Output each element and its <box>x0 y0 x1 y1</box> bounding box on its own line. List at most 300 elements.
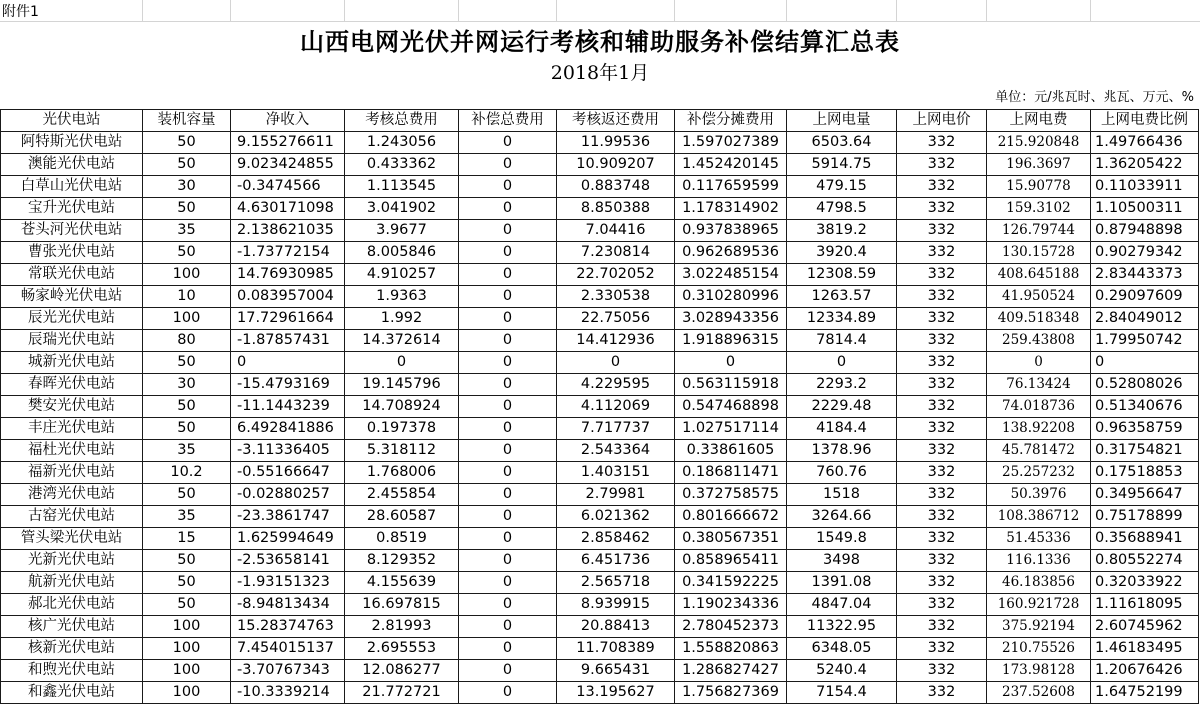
cell-compensation-share: 1.190234336 <box>675 594 787 616</box>
cell-installed-capacity: 80 <box>143 330 231 352</box>
cell-assessment-refund: 11.708389 <box>557 638 675 660</box>
cell-grid-price: 332 <box>897 484 987 506</box>
cell-installed-capacity: 50 <box>143 594 231 616</box>
cell-net-income: 6.492841886 <box>231 418 345 440</box>
gridline-row-1 <box>0 0 1200 22</box>
cell-grid-fee-ratio: 0.29097609 <box>1091 286 1199 308</box>
cell-grid-price: 332 <box>897 550 987 572</box>
cell-grid-fee-ratio: 1.46183495 <box>1091 638 1199 660</box>
cell-assessment-total: 4.910257 <box>345 264 459 286</box>
cell-net-income: 4.630171098 <box>231 198 345 220</box>
cell-grid-fee: 196.3697 <box>987 154 1091 176</box>
table-row <box>1 550 1199 572</box>
cell-grid-fee-ratio: 1.64752199 <box>1091 682 1199 704</box>
cell-compensation-total: 0 <box>459 198 557 220</box>
cell-grid-fee: 215.920848 <box>987 132 1091 154</box>
cell-grid-fee-ratio: 0.75178899 <box>1091 506 1199 528</box>
cell-grid-price: 332 <box>897 638 987 660</box>
cell-installed-capacity: 100 <box>143 308 231 330</box>
cell-station-name: 白草山光伏电站 <box>1 176 143 198</box>
cell-grid-price: 332 <box>897 440 987 462</box>
cell-assessment-total: 28.60587 <box>345 506 459 528</box>
cell-installed-capacity: 50 <box>143 352 231 374</box>
cell-grid-fee-ratio: 0.87948898 <box>1091 220 1199 242</box>
cell-compensation-share: 2.780452373 <box>675 616 787 638</box>
cell-grid-fee-ratio: 0.17518853 <box>1091 462 1199 484</box>
table-row <box>1 154 1199 176</box>
cell-compensation-share: 0.937838965 <box>675 220 787 242</box>
cell-compensation-total: 0 <box>459 462 557 484</box>
cell-grid-fee-ratio: 0.90279342 <box>1091 242 1199 264</box>
cell-compensation-total: 0 <box>459 550 557 572</box>
table-row <box>1 308 1199 330</box>
table-row <box>1 198 1199 220</box>
cell-grid-energy: 6503.64 <box>787 132 897 154</box>
cell-compensation-share: 1.918896315 <box>675 330 787 352</box>
cell-installed-capacity: 50 <box>143 550 231 572</box>
cell-grid-price: 332 <box>897 462 987 484</box>
cell-station-name: 辰光光伏电站 <box>1 308 143 330</box>
cell-station-name: 曹张光伏电站 <box>1 242 143 264</box>
cell-grid-fee: 50.3976 <box>987 484 1091 506</box>
cell-grid-fee-ratio: 0.52808026 <box>1091 374 1199 396</box>
cell-assessment-refund: 4.112069 <box>557 396 675 418</box>
cell-grid-energy: 5240.4 <box>787 660 897 682</box>
cell-compensation-total: 0 <box>459 396 557 418</box>
table-row <box>1 396 1199 418</box>
cell-installed-capacity: 50 <box>143 572 231 594</box>
cell-grid-price: 332 <box>897 132 987 154</box>
table-row <box>1 462 1199 484</box>
cell-grid-fee: 409.518348 <box>987 308 1091 330</box>
cell-assessment-total: 8.129352 <box>345 550 459 572</box>
cell-installed-capacity: 10.2 <box>143 462 231 484</box>
cell-grid-fee: 138.92208 <box>987 418 1091 440</box>
cell-grid-fee: 45.781472 <box>987 440 1091 462</box>
cell-net-income: 0.083957004 <box>231 286 345 308</box>
cell-compensation-share: 0 <box>675 352 787 374</box>
cell-grid-fee: 46.183856 <box>987 572 1091 594</box>
cell-assessment-refund: 13.195627 <box>557 682 675 704</box>
cell-grid-energy: 1518 <box>787 484 897 506</box>
cell-installed-capacity: 50 <box>143 242 231 264</box>
cell-installed-capacity: 35 <box>143 506 231 528</box>
cell-grid-energy: 6348.05 <box>787 638 897 660</box>
cell-compensation-share: 3.022485154 <box>675 264 787 286</box>
cell-compensation-share: 1.286827427 <box>675 660 787 682</box>
cell-net-income: -0.02880257 <box>231 484 345 506</box>
cell-compensation-total: 0 <box>459 352 557 374</box>
cell-net-income: -3.70767343 <box>231 660 345 682</box>
cell-installed-capacity: 50 <box>143 198 231 220</box>
cell-compensation-total: 0 <box>459 374 557 396</box>
cell-compensation-share: 0.341592225 <box>675 572 787 594</box>
cell-net-income: -0.3474566 <box>231 176 345 198</box>
cell-grid-price: 332 <box>897 572 987 594</box>
cell-grid-energy: 12308.59 <box>787 264 897 286</box>
cell-grid-fee: 41.950524 <box>987 286 1091 308</box>
cell-grid-price: 332 <box>897 418 987 440</box>
gridline-col <box>344 0 345 22</box>
cell-installed-capacity: 50 <box>143 132 231 154</box>
cell-assessment-refund: 6.021362 <box>557 506 675 528</box>
cell-grid-fee-ratio: 1.49766436 <box>1091 132 1199 154</box>
cell-grid-price: 332 <box>897 242 987 264</box>
table-row <box>1 440 1199 462</box>
cell-grid-energy: 3264.66 <box>787 506 897 528</box>
cell-compensation-share: 0.801666672 <box>675 506 787 528</box>
cell-assessment-refund: 7.717737 <box>557 418 675 440</box>
gridline-col <box>1090 0 1091 22</box>
cell-grid-fee-ratio: 0.35688941 <box>1091 528 1199 550</box>
cell-grid-fee: 259.43808 <box>987 330 1091 352</box>
cell-grid-energy: 3819.2 <box>787 220 897 242</box>
cell-grid-fee: 15.90778 <box>987 176 1091 198</box>
cell-net-income: 9.155276611 <box>231 132 345 154</box>
cell-assessment-refund: 2.543364 <box>557 440 675 462</box>
cell-grid-fee-ratio: 1.79950742 <box>1091 330 1199 352</box>
cell-assessment-total: 2.455854 <box>345 484 459 506</box>
cell-assessment-total: 4.155639 <box>345 572 459 594</box>
table-row <box>1 220 1199 242</box>
column-header-compensation-total: 补偿总费用 <box>459 110 557 132</box>
cell-net-income: -3.11336405 <box>231 440 345 462</box>
cell-net-income: -1.87857431 <box>231 330 345 352</box>
cell-compensation-total: 0 <box>459 638 557 660</box>
report-period: 2018年1月 <box>550 62 650 84</box>
cell-station-name: 苍头河光伏电站 <box>1 220 143 242</box>
cell-grid-energy: 4798.5 <box>787 198 897 220</box>
cell-compensation-total: 0 <box>459 242 557 264</box>
cell-grid-price: 332 <box>897 660 987 682</box>
cell-grid-fee: 76.13424 <box>987 374 1091 396</box>
cell-grid-fee-ratio: 2.84049012 <box>1091 308 1199 330</box>
cell-grid-fee-ratio: 0.11033911 <box>1091 176 1199 198</box>
cell-net-income: 15.28374763 <box>231 616 345 638</box>
cell-net-income: 14.76930985 <box>231 264 345 286</box>
cell-installed-capacity: 10 <box>143 286 231 308</box>
cell-installed-capacity: 35 <box>143 220 231 242</box>
cell-grid-fee-ratio: 0.80552274 <box>1091 550 1199 572</box>
cell-compensation-total: 0 <box>459 286 557 308</box>
cell-grid-fee: 108.386712 <box>987 506 1091 528</box>
cell-grid-energy: 4184.4 <box>787 418 897 440</box>
gridline-col <box>674 0 675 22</box>
cell-grid-price: 332 <box>897 308 987 330</box>
cell-grid-fee: 130.15728 <box>987 242 1091 264</box>
cell-station-name: 澳能光伏电站 <box>1 154 143 176</box>
cell-grid-fee-ratio: 2.60745962 <box>1091 616 1199 638</box>
cell-compensation-share: 0.372758575 <box>675 484 787 506</box>
unit-note: 单位：元/兆瓦时、兆瓦、万元、% <box>995 90 1194 105</box>
cell-grid-fee-ratio: 0.31754821 <box>1091 440 1199 462</box>
cell-assessment-refund: 8.939915 <box>557 594 675 616</box>
cell-grid-fee: 237.52608 <box>987 682 1091 704</box>
cell-assessment-refund: 0 <box>557 352 675 374</box>
cell-grid-price: 332 <box>897 264 987 286</box>
cell-grid-fee: 116.1336 <box>987 550 1091 572</box>
cell-net-income: -2.53658141 <box>231 550 345 572</box>
gridline-col <box>142 0 143 22</box>
table-row <box>1 418 1199 440</box>
cell-net-income: -15.4793169 <box>231 374 345 396</box>
cell-station-name: 辰瑞光伏电站 <box>1 330 143 352</box>
column-header-grid-fee-ratio: 上网电费比例 <box>1091 110 1199 132</box>
cell-installed-capacity: 50 <box>143 484 231 506</box>
cell-grid-price: 332 <box>897 286 987 308</box>
cell-grid-energy: 1263.57 <box>787 286 897 308</box>
cell-assessment-total: 0.197378 <box>345 418 459 440</box>
cell-net-income: -1.73772154 <box>231 242 345 264</box>
cell-station-name: 和鑫光伏电站 <box>1 682 143 704</box>
cell-grid-energy: 479.15 <box>787 176 897 198</box>
cell-grid-price: 332 <box>897 176 987 198</box>
cell-assessment-refund: 4.229595 <box>557 374 675 396</box>
gridline-col <box>556 0 557 22</box>
cell-assessment-total: 21.772721 <box>345 682 459 704</box>
cell-installed-capacity: 50 <box>143 418 231 440</box>
cell-compensation-total: 0 <box>459 616 557 638</box>
cell-assessment-refund: 14.412936 <box>557 330 675 352</box>
cell-assessment-refund: 10.909207 <box>557 154 675 176</box>
cell-net-income: 0 <box>231 352 345 374</box>
table-row <box>1 176 1199 198</box>
cell-assessment-refund: 22.75056 <box>557 308 675 330</box>
gridline-col <box>230 0 231 22</box>
cell-assessment-total: 1.243056 <box>345 132 459 154</box>
cell-grid-price: 332 <box>897 374 987 396</box>
cell-grid-fee: 74.018736 <box>987 396 1091 418</box>
column-header-assessment-refund: 考核返还费用 <box>557 110 675 132</box>
cell-assessment-total: 5.318112 <box>345 440 459 462</box>
cell-grid-energy: 5914.75 <box>787 154 897 176</box>
column-header-station-name: 光伏电站 <box>1 110 143 132</box>
cell-assessment-total: 14.372614 <box>345 330 459 352</box>
cell-assessment-refund: 9.665431 <box>557 660 675 682</box>
cell-grid-fee: 160.921728 <box>987 594 1091 616</box>
cell-station-name: 核广光伏电站 <box>1 616 143 638</box>
cell-compensation-share: 0.563115918 <box>675 374 787 396</box>
cell-net-income: 9.023424855 <box>231 154 345 176</box>
cell-compensation-total: 0 <box>459 572 557 594</box>
cell-net-income: -8.94813434 <box>231 594 345 616</box>
cell-grid-fee-ratio: 0.32033922 <box>1091 572 1199 594</box>
cell-net-income: -0.55166647 <box>231 462 345 484</box>
cell-station-name: 古窑光伏电站 <box>1 506 143 528</box>
column-header-grid-price: 上网电价 <box>897 110 987 132</box>
cell-compensation-share: 3.028943356 <box>675 308 787 330</box>
cell-compensation-share: 1.178314902 <box>675 198 787 220</box>
cell-grid-fee-ratio: 1.11618095 <box>1091 594 1199 616</box>
attachment-label: 附件1 <box>2 4 39 20</box>
cell-compensation-total: 0 <box>459 220 557 242</box>
cell-station-name: 福新光伏电站 <box>1 462 143 484</box>
cell-compensation-share: 0.380567351 <box>675 528 787 550</box>
table-row <box>1 506 1199 528</box>
cell-grid-energy: 7154.4 <box>787 682 897 704</box>
cell-assessment-total: 3.9677 <box>345 220 459 242</box>
cell-station-name: 光新光伏电站 <box>1 550 143 572</box>
cell-grid-energy: 0 <box>787 352 897 374</box>
column-header-installed-capacity: 装机容量 <box>143 110 231 132</box>
cell-compensation-total: 0 <box>459 154 557 176</box>
cell-grid-energy: 1391.08 <box>787 572 897 594</box>
gridline-col <box>986 0 987 22</box>
cell-assessment-refund: 7.230814 <box>557 242 675 264</box>
settlement-table <box>0 109 1199 704</box>
cell-compensation-total: 0 <box>459 660 557 682</box>
cell-compensation-total: 0 <box>459 264 557 286</box>
table-row <box>1 330 1199 352</box>
cell-compensation-total: 0 <box>459 308 557 330</box>
cell-grid-fee: 0 <box>987 352 1091 374</box>
cell-grid-energy: 760.76 <box>787 462 897 484</box>
cell-net-income: 7.454015137 <box>231 638 345 660</box>
cell-grid-energy: 12334.89 <box>787 308 897 330</box>
cell-station-name: 和煦光伏电站 <box>1 660 143 682</box>
cell-assessment-refund: 0.883748 <box>557 176 675 198</box>
cell-net-income: 2.138621035 <box>231 220 345 242</box>
cell-grid-energy: 3920.4 <box>787 242 897 264</box>
cell-compensation-total: 0 <box>459 506 557 528</box>
cell-grid-fee: 25.257232 <box>987 462 1091 484</box>
cell-assessment-total: 1.768006 <box>345 462 459 484</box>
cell-grid-fee: 408.645188 <box>987 264 1091 286</box>
table-row <box>1 286 1199 308</box>
table-row <box>1 660 1199 682</box>
cell-assessment-total: 16.697815 <box>345 594 459 616</box>
cell-grid-price: 332 <box>897 330 987 352</box>
cell-grid-fee: 210.75526 <box>987 638 1091 660</box>
cell-installed-capacity: 35 <box>143 440 231 462</box>
cell-station-name: 管头梁光伏电站 <box>1 528 143 550</box>
report-title: 山西电网光伏并网运行考核和辅助服务补偿结算汇总表 <box>300 27 900 56</box>
cell-station-name: 城新光伏电站 <box>1 352 143 374</box>
cell-grid-fee: 51.45336 <box>987 528 1091 550</box>
cell-station-name: 春晖光伏电站 <box>1 374 143 396</box>
cell-grid-price: 332 <box>897 220 987 242</box>
cell-grid-fee-ratio: 0 <box>1091 352 1199 374</box>
cell-compensation-share: 1.452420145 <box>675 154 787 176</box>
cell-installed-capacity: 100 <box>143 264 231 286</box>
table-header-row <box>1 110 1199 132</box>
cell-grid-energy: 4847.04 <box>787 594 897 616</box>
cell-grid-fee: 375.92194 <box>987 616 1091 638</box>
cell-grid-fee: 173.98128 <box>987 660 1091 682</box>
cell-grid-fee-ratio: 0.96358759 <box>1091 418 1199 440</box>
cell-assessment-refund: 7.04416 <box>557 220 675 242</box>
cell-grid-price: 332 <box>897 682 987 704</box>
table-row <box>1 264 1199 286</box>
cell-assessment-total: 2.81993 <box>345 616 459 638</box>
gridline-col <box>458 0 459 22</box>
cell-assessment-total: 2.695553 <box>345 638 459 660</box>
table-row <box>1 352 1199 374</box>
cell-compensation-total: 0 <box>459 682 557 704</box>
cell-grid-energy: 7814.4 <box>787 330 897 352</box>
cell-grid-price: 332 <box>897 616 987 638</box>
cell-compensation-share: 0.858965411 <box>675 550 787 572</box>
cell-compensation-total: 0 <box>459 484 557 506</box>
cell-assessment-total: 1.9363 <box>345 286 459 308</box>
cell-assessment-total: 0.433362 <box>345 154 459 176</box>
cell-station-name: 樊安光伏电站 <box>1 396 143 418</box>
cell-net-income: -10.3339214 <box>231 682 345 704</box>
cell-station-name: 宝升光伏电站 <box>1 198 143 220</box>
cell-station-name: 丰庄光伏电站 <box>1 418 143 440</box>
cell-grid-price: 332 <box>897 506 987 528</box>
cell-compensation-share: 1.597027389 <box>675 132 787 154</box>
cell-installed-capacity: 30 <box>143 374 231 396</box>
cell-grid-energy: 1549.8 <box>787 528 897 550</box>
cell-grid-fee-ratio: 1.36205422 <box>1091 154 1199 176</box>
cell-grid-energy: 1378.96 <box>787 440 897 462</box>
table-row <box>1 132 1199 154</box>
cell-compensation-share: 0.962689536 <box>675 242 787 264</box>
cell-compensation-total: 0 <box>459 440 557 462</box>
cell-station-name: 港湾光伏电站 <box>1 484 143 506</box>
table-row <box>1 374 1199 396</box>
cell-compensation-total: 0 <box>459 176 557 198</box>
column-header-assessment-total: 考核总费用 <box>345 110 459 132</box>
cell-grid-energy: 3498 <box>787 550 897 572</box>
cell-grid-fee: 159.3102 <box>987 198 1091 220</box>
cell-installed-capacity: 50 <box>143 154 231 176</box>
cell-assessment-refund: 1.403151 <box>557 462 675 484</box>
cell-assessment-total: 8.005846 <box>345 242 459 264</box>
table-row <box>1 594 1199 616</box>
cell-grid-fee-ratio: 1.10500311 <box>1091 198 1199 220</box>
table-row <box>1 616 1199 638</box>
cell-installed-capacity: 100 <box>143 682 231 704</box>
cell-assessment-total: 3.041902 <box>345 198 459 220</box>
cell-assessment-refund: 8.850388 <box>557 198 675 220</box>
cell-net-income: 17.72961664 <box>231 308 345 330</box>
cell-assessment-refund: 2.330538 <box>557 286 675 308</box>
cell-assessment-total: 1.113545 <box>345 176 459 198</box>
cell-grid-fee-ratio: 0.51340676 <box>1091 396 1199 418</box>
cell-assessment-total: 19.145796 <box>345 374 459 396</box>
cell-compensation-total: 0 <box>459 132 557 154</box>
cell-compensation-share: 0.33861605 <box>675 440 787 462</box>
cell-station-name: 核新光伏电站 <box>1 638 143 660</box>
cell-grid-fee-ratio: 1.20676426 <box>1091 660 1199 682</box>
table-row <box>1 242 1199 264</box>
column-header-grid-energy: 上网电量 <box>787 110 897 132</box>
cell-compensation-total: 0 <box>459 418 557 440</box>
cell-compensation-share: 0.310280996 <box>675 286 787 308</box>
table-row <box>1 484 1199 506</box>
cell-installed-capacity: 30 <box>143 176 231 198</box>
cell-compensation-total: 0 <box>459 330 557 352</box>
cell-assessment-refund: 11.99536 <box>557 132 675 154</box>
table-row <box>1 572 1199 594</box>
cell-grid-fee-ratio: 2.83443373 <box>1091 264 1199 286</box>
cell-net-income: -1.93151323 <box>231 572 345 594</box>
cell-grid-price: 332 <box>897 528 987 550</box>
cell-compensation-total: 0 <box>459 528 557 550</box>
cell-assessment-refund: 2.858462 <box>557 528 675 550</box>
cell-grid-energy: 2229.48 <box>787 396 897 418</box>
cell-assessment-total: 0.8519 <box>345 528 459 550</box>
cell-grid-fee-ratio: 0.34956647 <box>1091 484 1199 506</box>
cell-installed-capacity: 100 <box>143 616 231 638</box>
cell-assessment-refund: 2.79981 <box>557 484 675 506</box>
cell-compensation-share: 1.756827369 <box>675 682 787 704</box>
cell-station-name: 福杜光伏电站 <box>1 440 143 462</box>
cell-assessment-total: 0 <box>345 352 459 374</box>
gridline-col <box>786 0 787 22</box>
